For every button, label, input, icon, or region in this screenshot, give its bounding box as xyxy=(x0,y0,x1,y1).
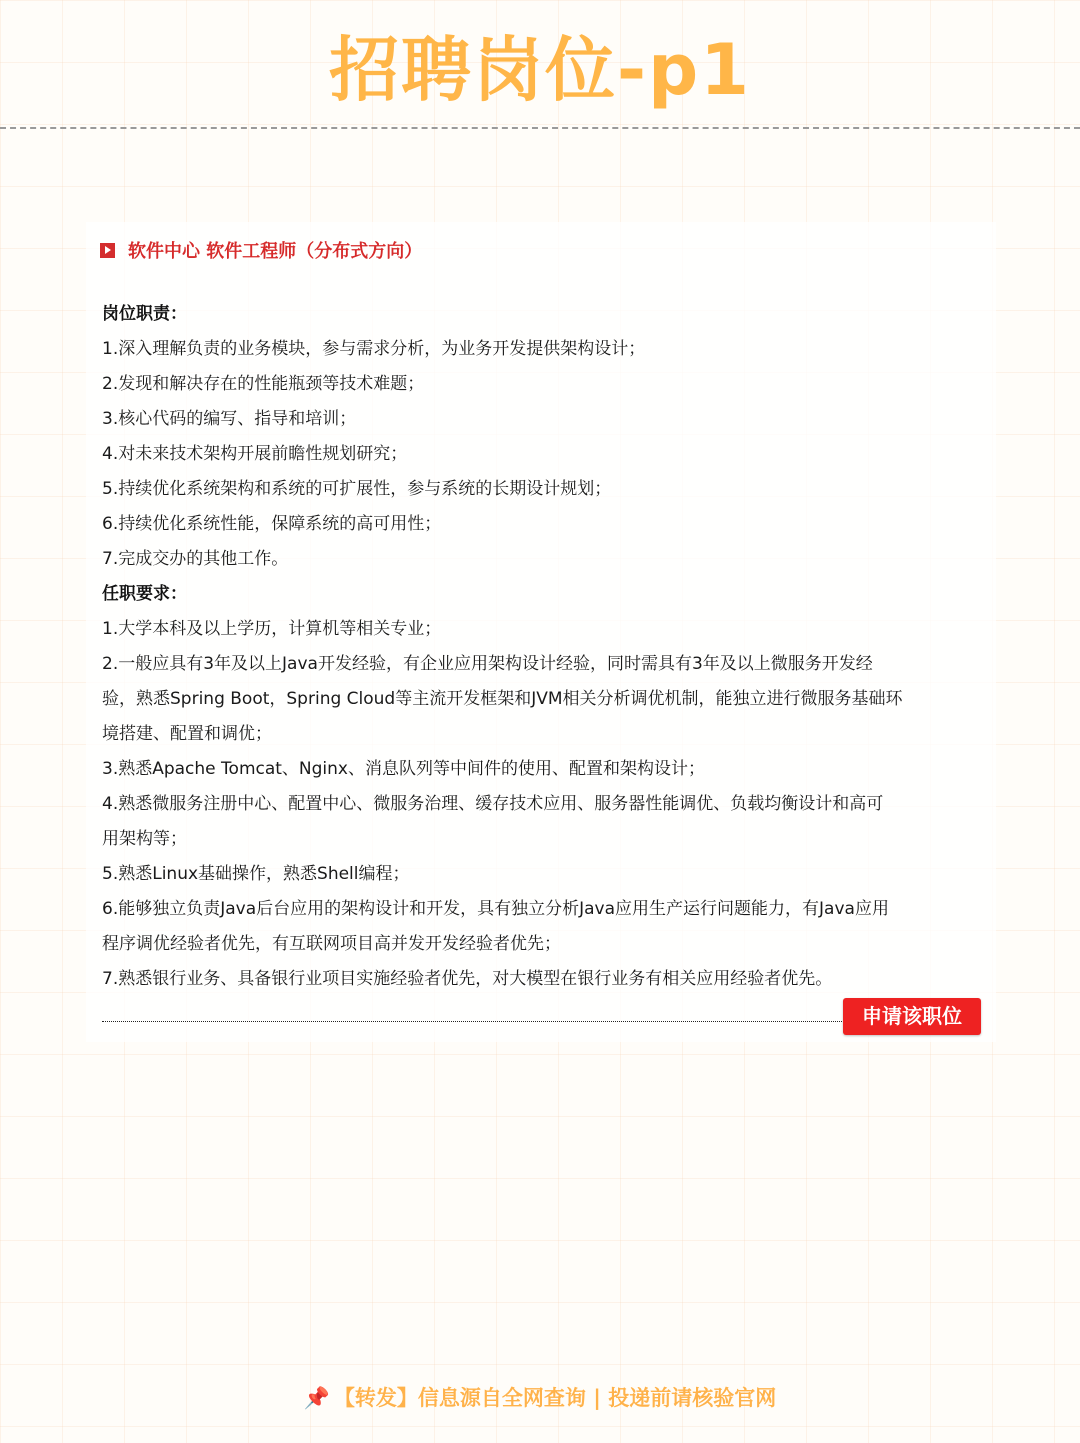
responsibilities-heading: 岗位职责： xyxy=(102,304,187,324)
requirements-heading: 任职要求： xyxy=(102,584,187,604)
responsibility-item: 5.持续优化系统架构和系统的可扩展性，参与系统的长期设计规划； xyxy=(102,479,612,499)
requirement-line: 境搭建、配置和调优； xyxy=(102,724,272,744)
responsibility-item: 6.持续优化系统性能，保障系统的高可用性； xyxy=(102,514,442,534)
footer-notice-text: 【转发】信息源自全网查询 | 投递前请核验官网 xyxy=(333,1386,777,1410)
job-title: 软件中心 软件工程师（分布式方向） xyxy=(128,241,423,262)
apply-job-button[interactable]: 申请该职位 xyxy=(843,998,981,1035)
requirement-line: 7.熟悉银行业务、具备银行业项目实施经验者优先，对大模型在银行业务有相关应用经验者优先。 xyxy=(102,969,833,989)
responsibility-item: 2.发现和解决存在的性能瓶颈等技术难题； xyxy=(102,374,425,394)
responsibility-item: 3.核心代码的编写、指导和培训； xyxy=(102,409,357,429)
job-header xyxy=(100,236,422,264)
title-divider xyxy=(0,127,1080,129)
job-description xyxy=(102,297,982,997)
footer-notice xyxy=(0,1381,1080,1415)
requirement-line: 3.熟悉Apache Tomcat、Nginx、消息队列等中间件的使用、配置和架构设计； xyxy=(102,759,705,779)
requirement-line: 6.能够独立负责Java后台应用的架构设计和开发，具有独立分析Java应用生产运行问题能力，有Java应用 xyxy=(102,899,889,919)
play-square-icon xyxy=(100,243,115,258)
responsibility-item: 1.深入理解负责的业务模块，参与需求分析，为业务开发提供架构设计； xyxy=(102,339,646,359)
requirement-line: 验，熟悉Spring Boot，Spring Cloud等主流开发框架和JVM相关分析调优机制，能独立进行微服务基础环 xyxy=(102,689,903,709)
responsibility-item: 7.完成交办的其他工作。 xyxy=(102,549,289,569)
requirement-line: 程序调优经验者优先，有互联网项目高并发开发经验者优先； xyxy=(102,934,561,954)
requirement-line: 2.一般应具有3年及以上Java开发经验，有企业应用架构设计经验，同时需具有3年及以上微服务开发经 xyxy=(102,654,873,674)
requirement-line: 4.熟悉微服务注册中心、配置中心、微服务治理、缓存技术应用、服务器性能调优、负载均衡设计和高可 xyxy=(102,794,884,814)
responsibility-item: 4.对未来技术架构开展前瞻性规划研究； xyxy=(102,444,408,464)
requirement-line: 5.熟悉Linux基础操作，熟悉Shell编程； xyxy=(102,864,410,884)
card-footer-divider xyxy=(102,1021,844,1022)
requirement-line: 1.大学本科及以上学历，计算机等相关专业； xyxy=(102,619,442,639)
requirement-line: 用架构等； xyxy=(102,829,187,849)
pushpin-icon: 📌 xyxy=(303,1386,330,1410)
page-title: 招聘岗位-p1 xyxy=(329,29,751,111)
